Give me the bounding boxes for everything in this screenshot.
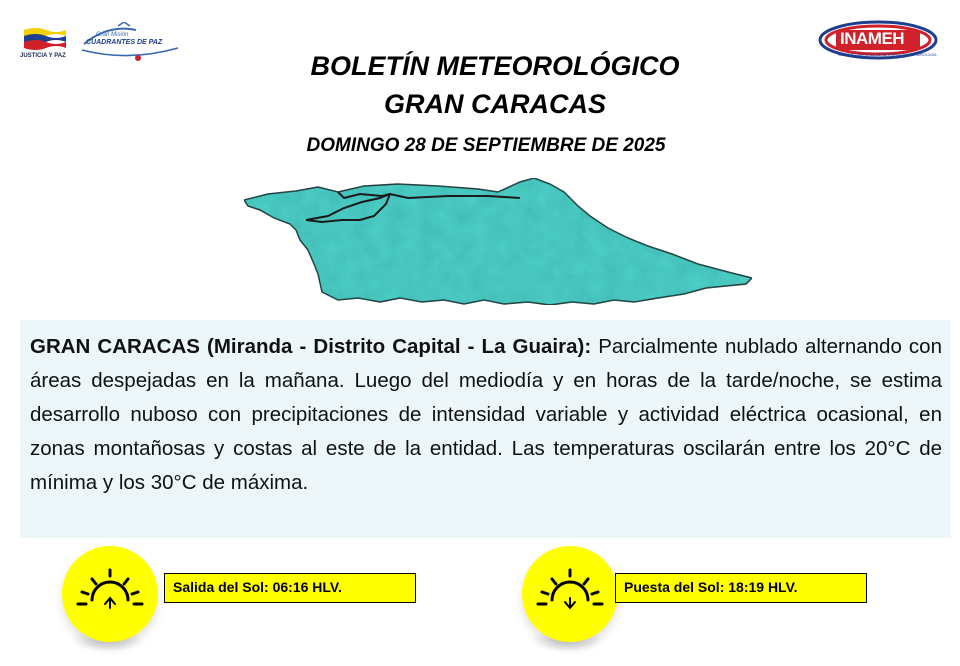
sunrise-badge [62, 546, 158, 642]
sunrise-label: Salida del Sol: 06:16 HLV. [164, 573, 416, 603]
venezuela-flag-icon [22, 26, 68, 50]
inameh-subtitle: INSTITUTO NACIONAL DE METEOROLOGÍA E HIDROLOGÍA [838, 53, 937, 57]
forecast-paragraph [30, 330, 942, 500]
sunset-label: Puesta del Sol: 18:19 HLV. [615, 573, 867, 603]
sunrise-icon [62, 546, 158, 642]
sunset-badge [522, 546, 618, 642]
bulletin-date: DOMINGO 28 DE SEPTIEMBRE DE 2025 [306, 135, 666, 156]
forecast-panel [20, 320, 951, 538]
justicia-paz-text: JUSTICIA Y PAZ [20, 53, 66, 59]
sunset-icon [522, 546, 618, 642]
program-line2: CUADRANTES DE PAZ [86, 39, 163, 46]
program-line1: Gran Misión [96, 32, 129, 38]
forecast-region: GRAN CARACAS (Miranda - Distrito Capital - La Guaira): [30, 335, 592, 358]
gran-caracas-map [238, 174, 758, 310]
inameh-text: INAMEH [840, 29, 905, 48]
sunrise-block [62, 546, 422, 656]
forecast-text: Parcialmente nublado alternando con áreas despejadas en la mañana. Luego del mediodía y en horas de la tarde/noche, se estima desarrollo nuboso con precipitaciones de intensidad variable y actividad eléctrica ocasional, en zonas montañosas y costas al este de la entidad. Las temperaturas oscilarán entre los 20°C de mínima y los 30°C de máxima. [30, 335, 942, 494]
bulletin-title: BOLETÍN METEOROLÓGICO [310, 51, 680, 81]
region-title: GRAN CARACAS [384, 89, 606, 119]
sunset-block [522, 546, 872, 656]
